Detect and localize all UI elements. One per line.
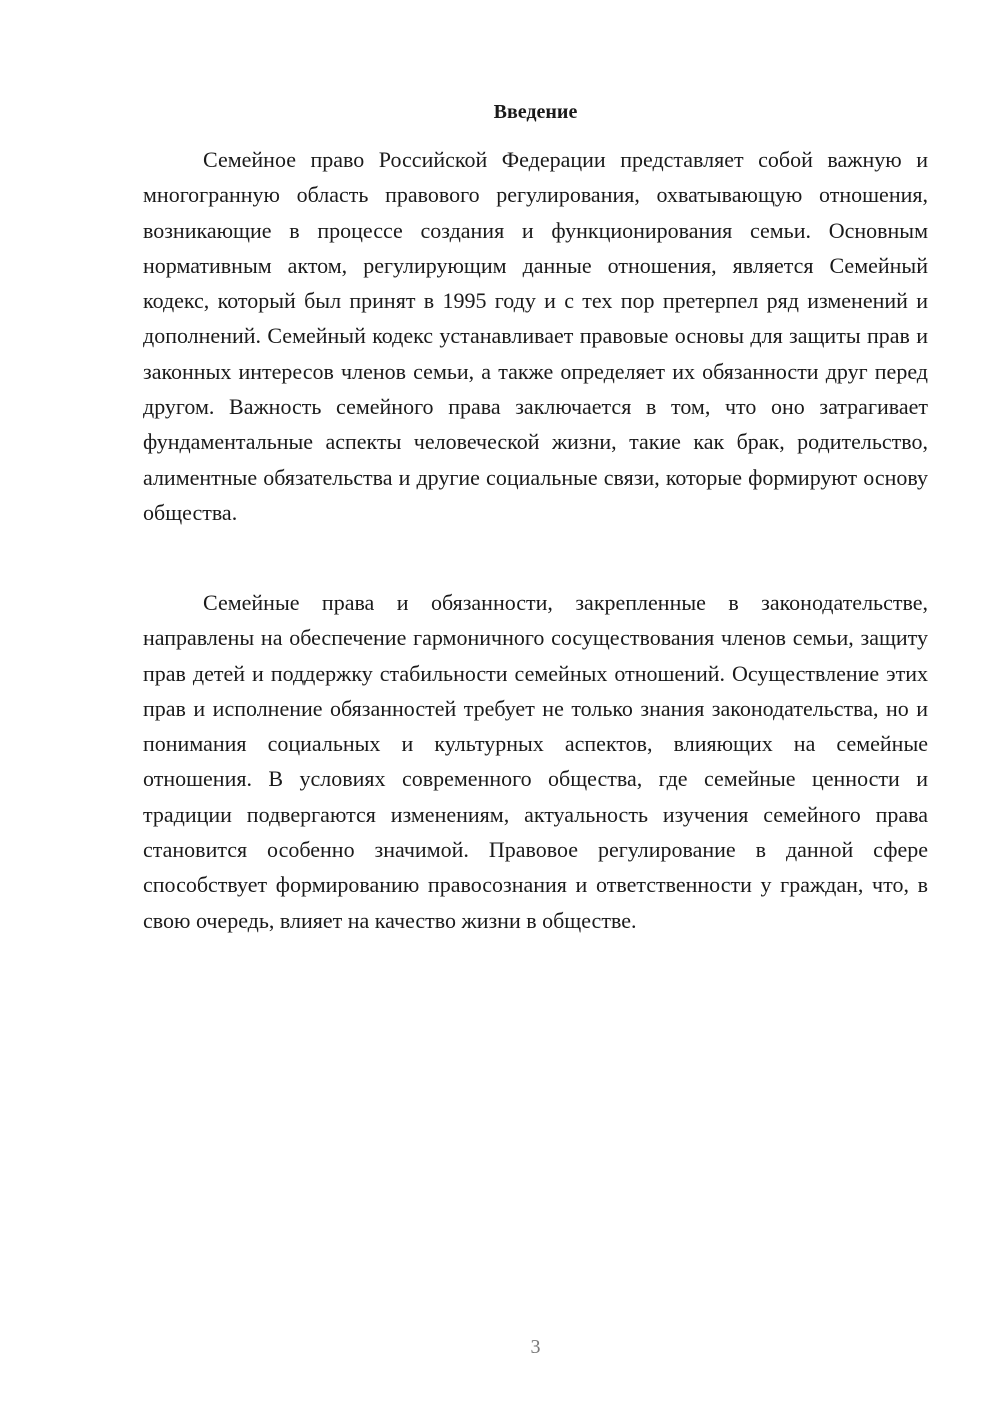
- paragraph-1: Семейное право Российской Федерации представляет собой важную и многогранную область правового регулирования, охватывающую отношения, возникающие в процессе создания и функционирования семьи. Основным нормативным актом, регулирующим данные отношения, является Семейный кодекс, который был принят в 1995 году и с тех пор претерпел ряд изменений и дополнений. Семейный кодекс устанавливает правовые основы для защиты прав и законных интересов членов семьи, а также определяет их обязанности друг перед другом. Важность семейного права заключается в том, что оно затрагивает фундаментальные аспекты человеческой жизни, такие как брак, родительство, алиментные обязательства и другие социальные связи, которые формируют основу общества.: [143, 147, 928, 525]
- paragraph-2: Семейные права и обязанности, закрепленные в законодательстве, направлены на обеспечение гармоничного сосуществования членов семьи, защиту прав детей и поддержку стабильности семейных отношений. Осуществление этих прав и исполнение обязанностей требует не только знания законодательства, но и понимания социальных и культурных аспектов, влияющих на семейные отношения. В условиях современного общества, где семейные ценности и традиции подвергаются изменениям, актуальность изучения семейного права становится особенно значимой. Правовое регулирование в данной сфере способствует формированию правосознания и ответственности у граждан, что, в свою очередь, влияет на качество жизни в обществе.: [143, 590, 928, 933]
- section-heading: Введение: [493, 101, 578, 123]
- page-number: 3: [530, 1336, 541, 1358]
